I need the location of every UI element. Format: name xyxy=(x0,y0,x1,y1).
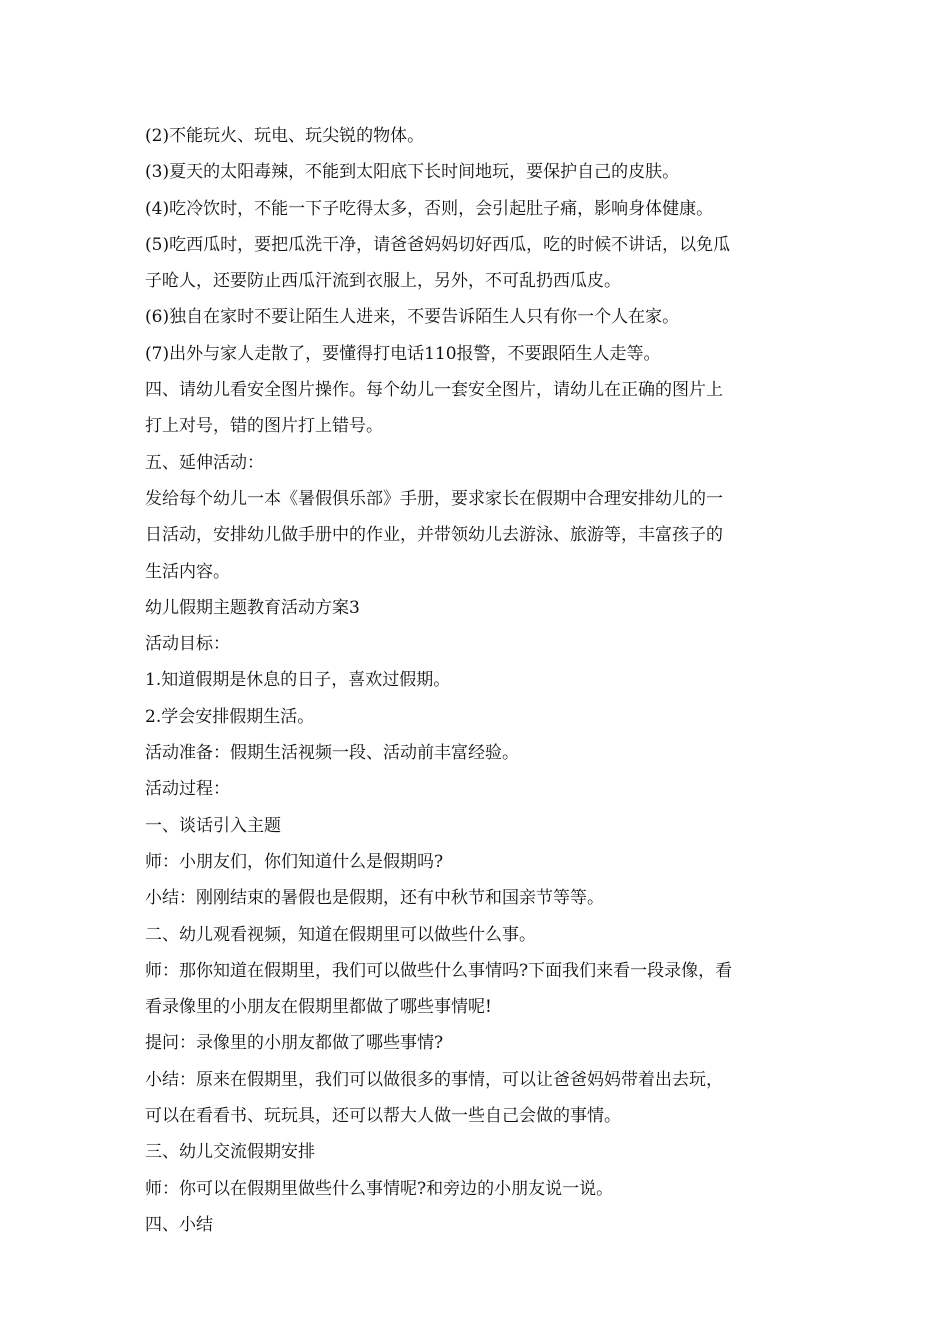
text-line: 子呛人，还要防止西瓜汗流到衣服上，另外，不可乱扔西瓜皮。 xyxy=(145,271,621,292)
text-line: (5)吃西瓜时，要把瓜洗干净，请爸爸妈妈切好西瓜，吃的时候不讲话，以免瓜 xyxy=(145,234,731,255)
document-body xyxy=(145,118,810,1243)
text-line: 一、谈话引入主题 xyxy=(145,815,281,836)
text-line: 师：小朋友们，你们知道什么是假期吗? xyxy=(145,851,444,872)
text-line: (3)夏天的太阳毒辣，不能到太阳底下长时间地玩，要保护自己的皮肤。 xyxy=(145,162,680,183)
text-line: 二、幼儿观看视频，知道在假期里可以做些什么事。 xyxy=(145,924,536,945)
text-line: 师：你可以在假期里做些什么事情呢?和旁边的小朋友说一说。 xyxy=(145,1178,614,1199)
text-line: 发给每个幼儿一本《暑假俱乐部》手册，要求家长在假期中合理安排幼儿的一 xyxy=(145,488,723,509)
text-line: 三、幼儿交流假期安排 xyxy=(145,1142,315,1163)
text-line: 小结：刚刚结束的暑假也是假期，还有中秋节和国亲节等等。 xyxy=(145,888,604,909)
text-line: 师：那你知道在假期里，我们可以做些什么事情吗?下面我们来看一段录像，看 xyxy=(145,960,733,981)
text-line: (7)出外与家人走散了，要懂得打电话110报警，不要跟陌生人走等。 xyxy=(145,343,661,364)
text-line: 打上对号，错的图片打上错号。 xyxy=(145,416,383,437)
text-line: 四、请幼儿看安全图片操作。每个幼儿一套安全图片，请幼儿在正确的图片上 xyxy=(145,380,723,401)
text-line: 看录像里的小朋友在假期里都做了哪些事情呢! xyxy=(145,997,492,1018)
text-line: 活动目标： xyxy=(145,634,230,655)
text-line: 小结：原来在假期里，我们可以做很多的事情，可以让爸爸妈妈带着出去玩， xyxy=(145,1069,723,1090)
text-line: 幼儿假期主题教育活动方案3 xyxy=(145,597,360,618)
text-line: 2.学会安排假期生活。 xyxy=(145,706,315,727)
text-line: (4)吃冷饮时，不能一下子吃得太多，否则，会引起肚子痛，影响身体健康。 xyxy=(145,198,714,219)
text-line: 四、小结 xyxy=(145,1214,213,1235)
text-line: 生活内容。 xyxy=(145,561,230,582)
text-line: 活动准备：假期生活视频一段、活动前丰富经验。 xyxy=(145,743,519,764)
text-line: 五、延伸活动： xyxy=(145,452,264,473)
text-line: 提问：录像里的小朋友都做了哪些事情? xyxy=(145,1033,444,1054)
text-line: 可以在看看书、玩玩具，还可以帮大人做一些自己会做的事情。 xyxy=(145,1106,621,1127)
text-line: 日活动，安排幼儿做手册中的作业，并带领幼儿去游泳、旅游等，丰富孩子的 xyxy=(145,525,723,546)
text-line: (6)独自在家时不要让陌生人进来，不要告诉陌生人只有你一个人在家。 xyxy=(145,307,680,328)
text-line: 1.知道假期是休息的日子，喜欢过假期。 xyxy=(145,670,451,691)
text-line: 活动过程： xyxy=(145,779,230,800)
text-line: (2)不能玩火、玩电、玩尖锐的物体。 xyxy=(145,126,425,146)
